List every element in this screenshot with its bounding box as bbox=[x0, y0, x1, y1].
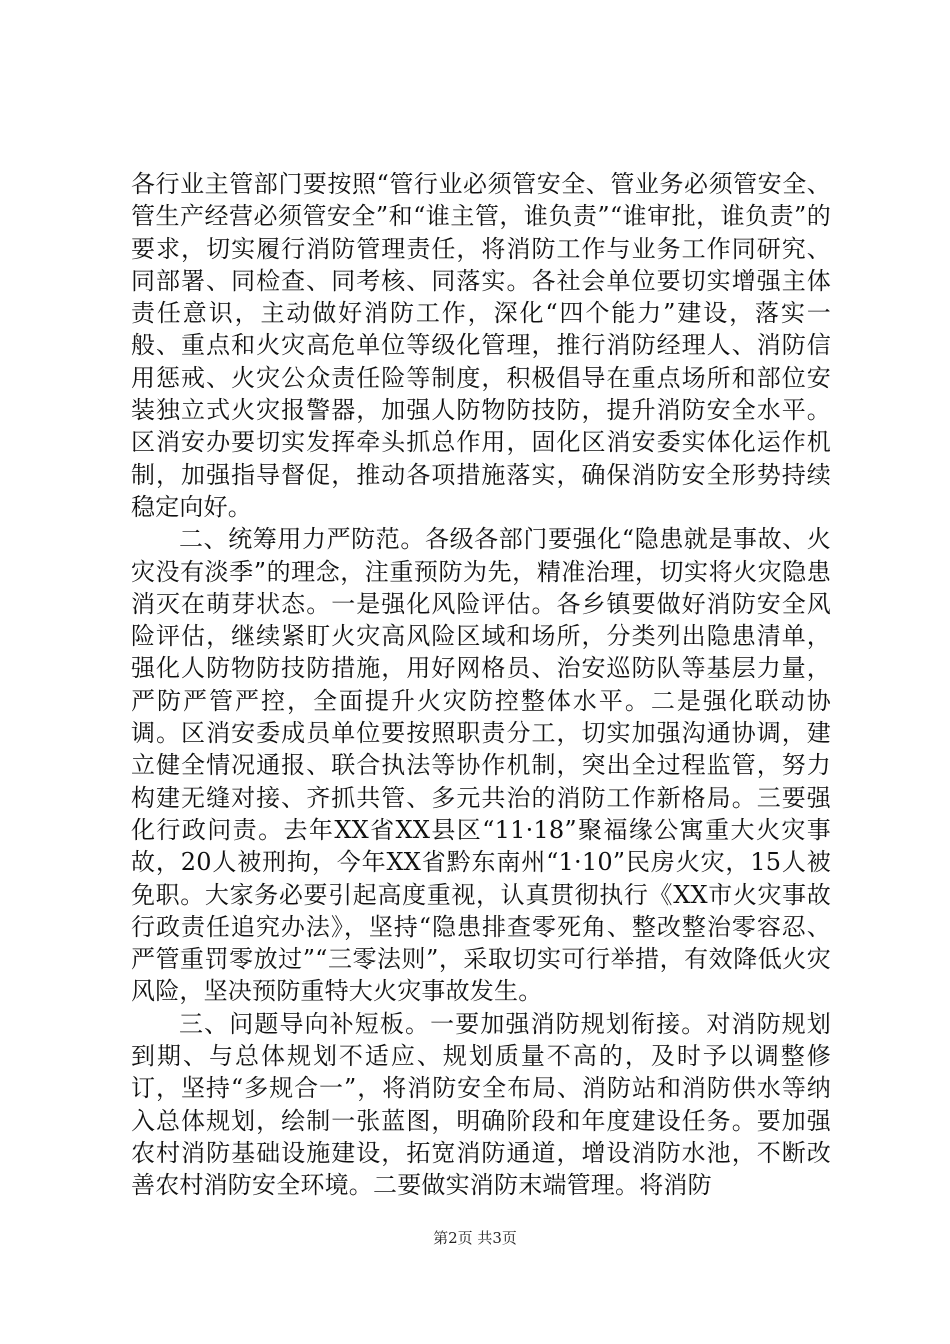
paragraph-continuation: 各行业主管部门要按照“管行业必须管安全、管业务必须管安全、管生产经营必须管安全”和“谁主管，谁负责”“谁审批，谁负责”的要求，切实履行消防管理责任，将消防工作与业务工作同研究、同部署、同检查、同考核、同落实。各社会单位要切实增强主体责任意识，主动做好消防工作，深化“四个能力”建设，落实一般、重点和火灾高危单位等级化管理，推行消防经理人、消防信用惩戒、火灾公众责任险等制度，积极倡导在重点场所和部位安装独立式火灾报警器，加强人防物防技防，提升消防安全水平。区消安办要切实发挥牵头抓总作用，固化区消安委实体化运作机制，加强指导督促，推动各项措施落实，确保消防安全形势持续稳定向好。 bbox=[131, 170, 831, 521]
document-body bbox=[131, 168, 831, 1202]
page-number: 第2页 共3页 bbox=[433, 1229, 517, 1247]
paragraph-section-three: 三、问题导向补短板。一要加强消防规划衔接。对消防规划到期、与总体规划不适应、规划质量不高的，及时予以调整修订，坚持“多规合一”，将消防安全布局、消防站和消防供水等纳入总体规划，绘制一张蓝图，明确阶段和年度建设任务。要加强农村消防基础设施建设，拓宽消防通道，增设消防水池，不断改善农村消防安全环境。二要做实消防末端管理。将消防 bbox=[131, 1009, 831, 1200]
page-footer bbox=[0, 1228, 950, 1248]
paragraph-section-two: 二、统筹用力严防范。各级各部门要强化“隐患就是事故、火灾没有淡季”的理念，注重预防为先，精准治理，切实将火灾隐患消灭在萌芽状态。一是强化风险评估。各乡镇要做好消防安全风险评估，继续紧盯火灾高风险区域和场所，分类列出隐患清单，强化人防物防技防措施，用好网格员、治安巡防队等基层力量，严防严管严控，全面提升火灾防控整体水平。二是强化联动协调。区消安委成员单位要按照职责分工，切实加强沟通协调，建立健全情况通报、联合执法等协作机制，突出全过程监管，努力构建无缝对接、齐抓共管、多元共治的消防工作新格局。三要强化行政问责。去年XX省XX县区“11·18”聚福缘公寓重大火灾事故，20人被刑拘，今年XX省黔东南州“1·10”民房火灾，15人被免职。大家务必要引起高度重视，认真贯彻执行《XX市火灾事故行政责任追究办法》，坚持“隐患排查零死角、整改整治零容忍、严管重罚零放过”“三零法则”，采取切实可行举措，有效降低火灾风险，坚决预防重特大火灾事故发生。 bbox=[131, 525, 831, 1006]
